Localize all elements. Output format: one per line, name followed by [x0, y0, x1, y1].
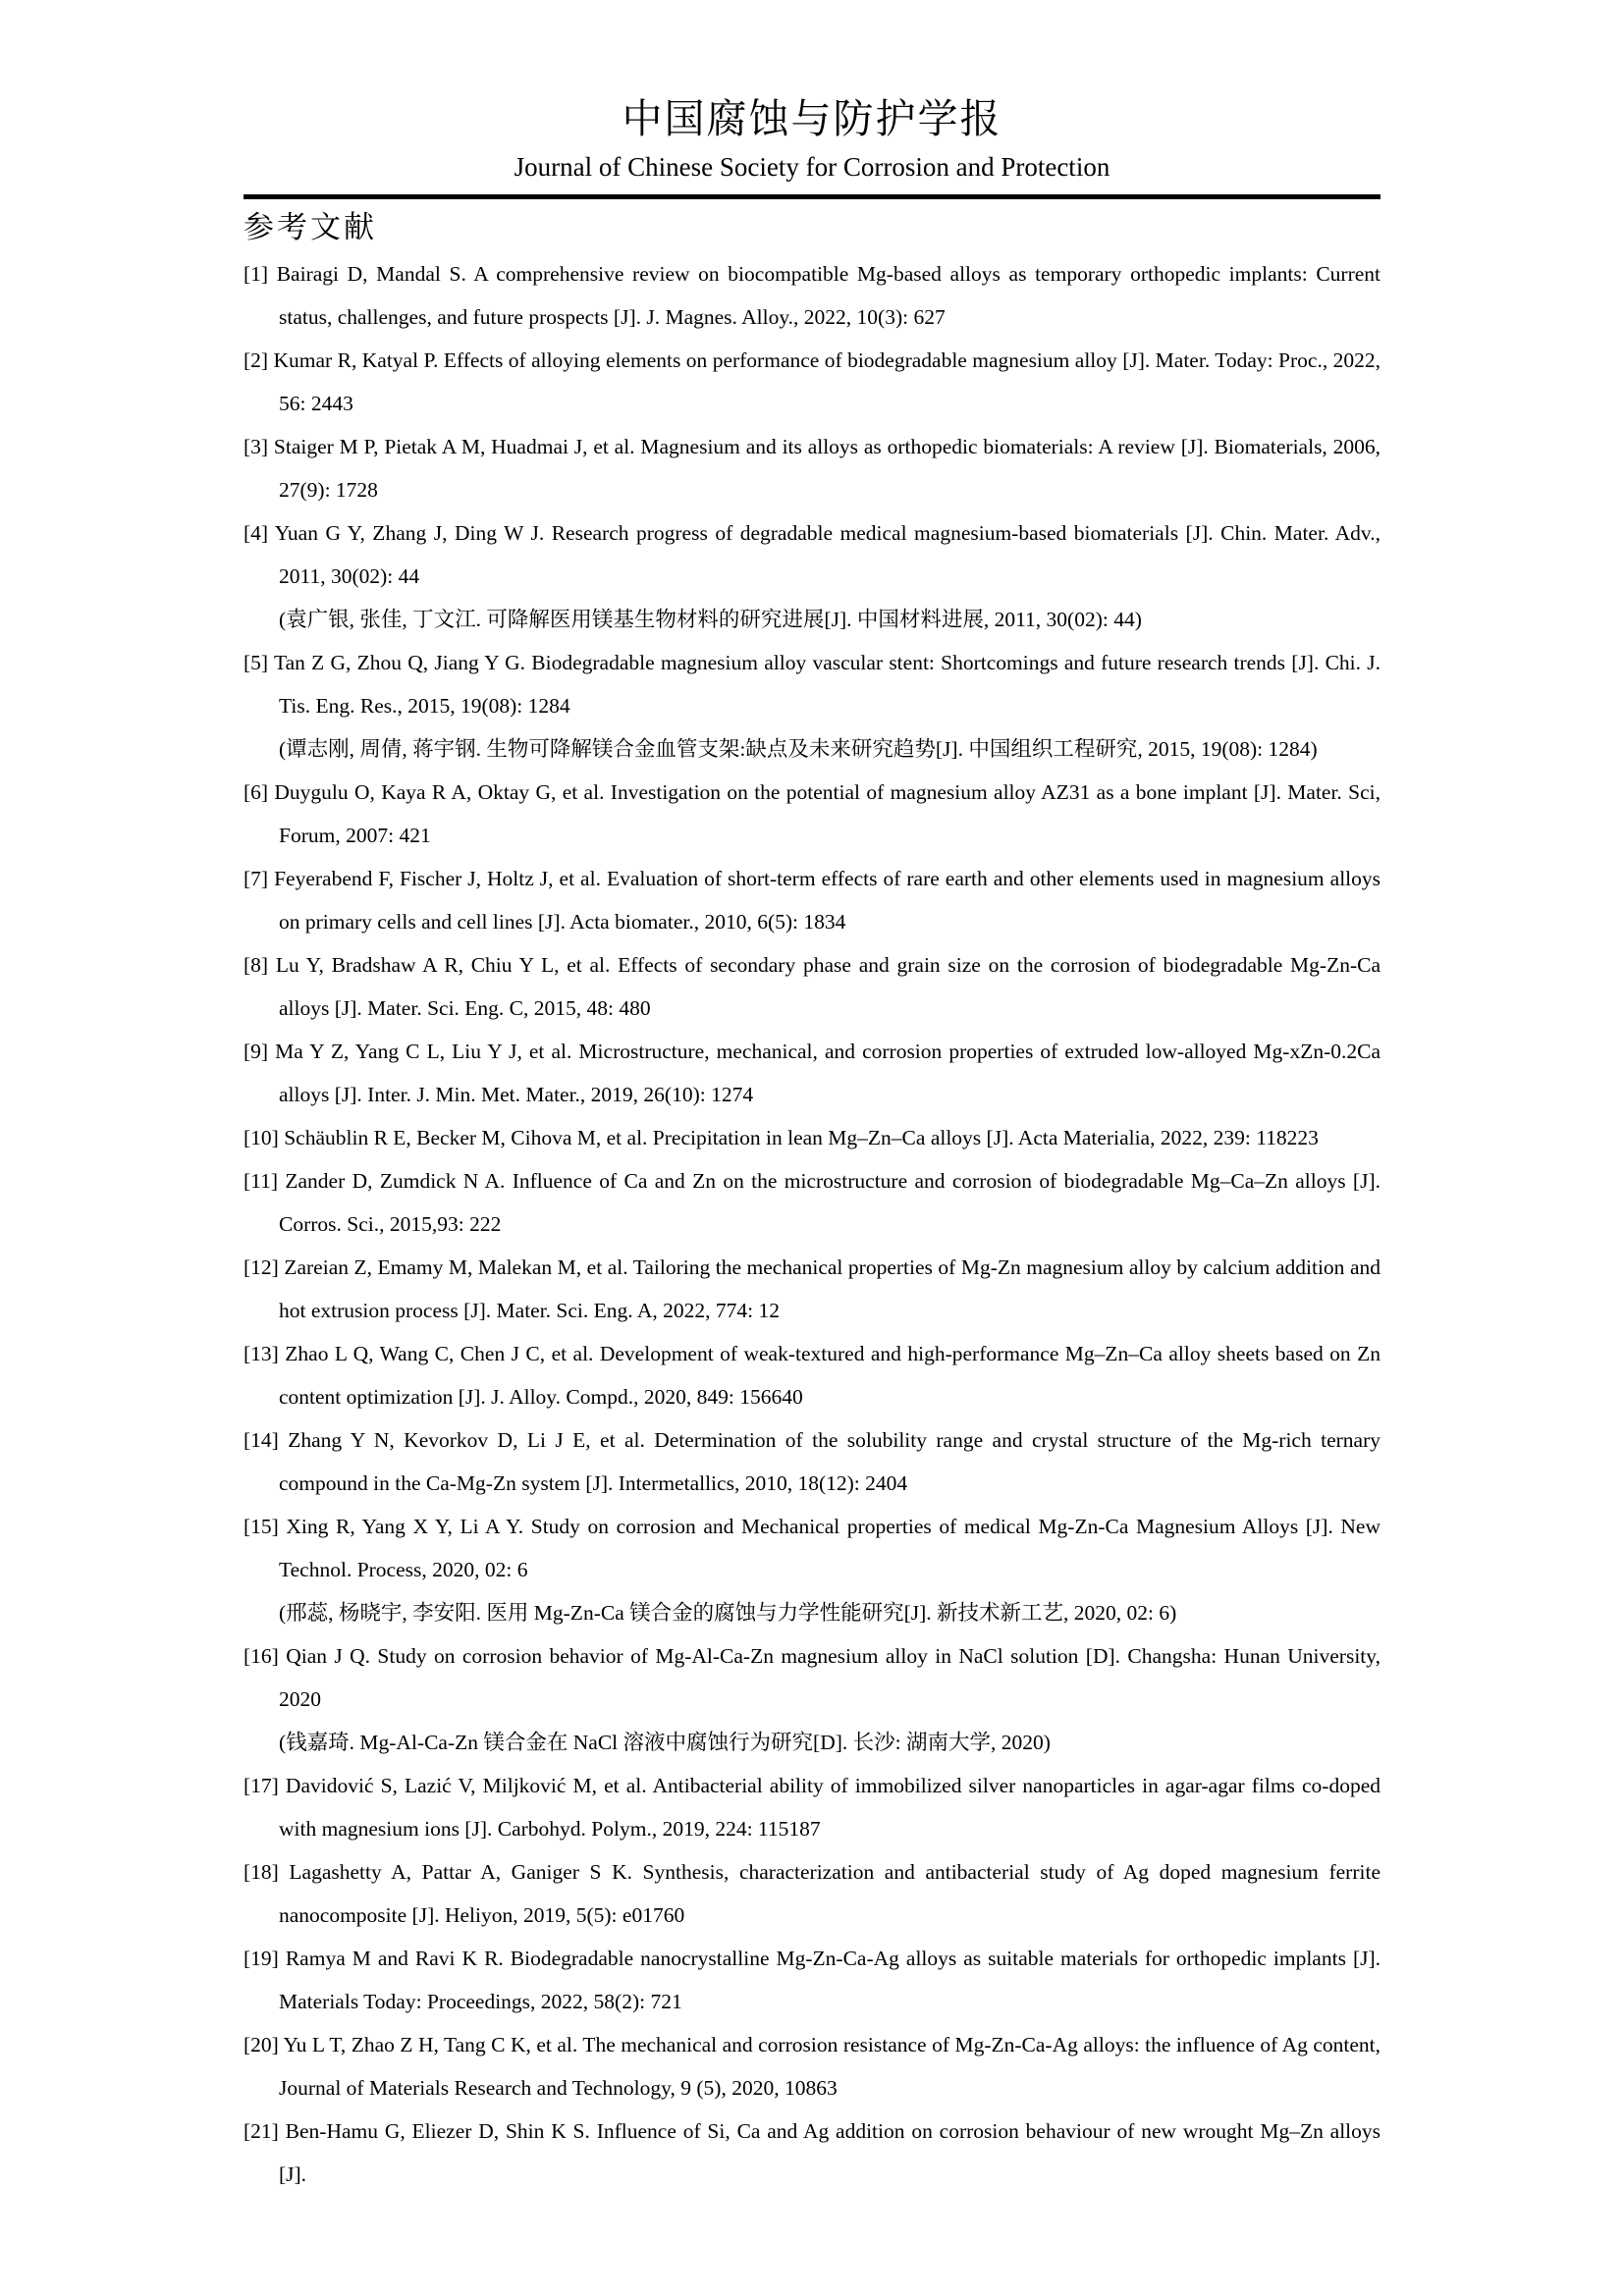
reference-item — [244, 1246, 1380, 1332]
reference-item — [244, 1937, 1380, 2023]
reference-number: [2] — [244, 348, 269, 372]
reference-number: [13] — [244, 1342, 279, 1365]
reference-item — [244, 252, 1380, 339]
header-divider-rule — [244, 194, 1380, 199]
reference-number: [18] — [244, 1860, 279, 1884]
reference-text — [244, 857, 1380, 943]
reference-number: [8] — [244, 953, 269, 977]
reference-citation: Qian J Q. Study on corrosion behavior of Mg-Al-Ca-Zn magnesium alloy in NaCl solution [D]. Changsha: Hunan University, 2020 — [279, 1644, 1380, 1711]
references-section-heading: 参考文献 — [244, 210, 377, 244]
reference-citation: Kumar R, Katyal P. Effects of alloying elements on performance of biodegradable magnesium alloy [J]. Mater. Today: Proc., 2022, 56: 2443 — [273, 348, 1380, 415]
reference-text — [244, 943, 1380, 1030]
reference-item — [244, 339, 1380, 425]
reference-citation: Feyerabend F, Fischer J, Holtz J, et al. Evaluation of short-term effects of rare earth and other elements used in magnesium alloys on primary cells and cell lines [J]. Acta biomater., 2010, 6(5): 1834 — [274, 867, 1381, 934]
reference-item — [244, 1332, 1380, 1418]
reference-text — [244, 771, 1380, 857]
reference-text — [244, 1634, 1380, 1721]
reference-citation: Ma Y Z, Yang C L, Liu Y J, et al. Microstructure, mechanical, and corrosion properties of extruded low-alloyed Mg-xZn-0.2Ca alloys [J]. Inter. J. Min. Met. Mater., 2019, 26(10): 1274 — [275, 1040, 1381, 1106]
reference-text — [244, 1159, 1380, 1246]
reference-text — [244, 1418, 1380, 1505]
reference-number: [17] — [244, 1774, 279, 1797]
reference-item — [244, 425, 1380, 511]
page-content — [244, 0, 1380, 2196]
reference-citation: Ramya M and Ravi K R. Biodegradable nanocrystalline Mg-Zn-Ca-Ag alloys as suitable materials for orthopedic implants [J]. Materials Today: Proceedings, 2022, 58(2): 721 — [279, 1947, 1380, 2013]
reference-item — [244, 1116, 1380, 1159]
reference-citation-chinese: (邢蕊, 杨晓宇, 李安阳. 医用 Mg-Zn-Ca 镁合金的腐蚀与力学性能研究[J]. 新技术新工艺, 2020, 02: 6) — [279, 1601, 1177, 1625]
reference-text — [244, 1850, 1380, 1937]
reference-citation: Yuan G Y, Zhang J, Ding W J. Research progress of degradable medical magnesium-based biomaterials [J]. Chin. Mater. Adv., 2011, 30(02): 44 — [274, 521, 1381, 588]
reference-number: [19] — [244, 1947, 279, 1970]
reference-item — [244, 2023, 1380, 2109]
reference-item — [244, 1418, 1380, 1505]
reference-citation: Bairagi D, Mandal S. A comprehensive review on biocompatible Mg-based alloys as temporary orthopedic implants: Current status, challenges, and future prospects [J]. J. Magnes. Alloy., 2022, 10(3): 627 — [276, 262, 1380, 329]
references-list — [244, 252, 1380, 2196]
reference-number: [15] — [244, 1515, 279, 1538]
reference-item — [244, 857, 1380, 943]
reference-number: [4] — [244, 521, 269, 545]
reference-citation: Zareian Z, Emamy M, Malekan M, et al. Tailoring the mechanical properties of Mg-Zn magnesium alloy by calcium addition and hot extrusion process [J]. Mater. Sci. Eng. A, 2022, 774: 12 — [279, 1255, 1380, 1322]
reference-citation: Zhang Y N, Kevorkov D, Li J E, et al. Determination of the solubility range and crystal structure of the Mg-rich ternary compound in the Ca-Mg-Zn system [J]. Intermetallics, 2010, 18(12): 2404 — [279, 1428, 1380, 1495]
reference-text — [244, 425, 1380, 511]
reference-number: [9] — [244, 1040, 269, 1063]
reference-citation: Xing R, Yang X Y, Li A Y. Study on corrosion and Mechanical properties of medical Mg-Zn-Ca Magnesium Alloys [J]. New Technol. Process, 2020, 02: 6 — [279, 1515, 1381, 1581]
reference-item — [244, 1159, 1380, 1246]
reference-citation: Lu Y, Bradshaw A R, Chiu Y L, et al. Effects of secondary phase and grain size on the corrosion of biodegradable Mg-Zn-Ca alloys [J]. Mater. Sci. Eng. C, 2015, 48: 480 — [275, 953, 1381, 1020]
reference-citation: Staiger M P, Pietak A M, Huadmai J, et al. Magnesium and its alloys as orthopedic biomaterials: A review [J]. Biomaterials, 2006, 27(9): 1728 — [273, 435, 1381, 502]
reference-text — [244, 1332, 1380, 1418]
reference-citation-chinese: (钱嘉琦. Mg-Al-Ca-Zn 镁合金在 NaCl 溶液中腐蚀行为研究[D]. 长沙: 湖南大学, 2020) — [279, 1731, 1051, 1754]
reference-text — [244, 339, 1380, 425]
reference-item — [244, 1764, 1380, 1850]
reference-citation: Yu L T, Zhao Z H, Tang C K, et al. The mechanical and corrosion resistance of Mg-Zn-Ca-Ag alloys: the influence of Ag content, Journal of Materials Research and Technology, 9 (5), 2020, 10863 — [279, 2033, 1380, 2100]
reference-item — [244, 1505, 1380, 1634]
reference-text — [244, 252, 1380, 339]
reference-citation: Lagashetty A, Pattar A, Ganiger S K. Synthesis, characterization and antibacterial study of Ag doped magnesium ferrite nanocomposite [J]. Heliyon, 2019, 5(5): e01760 — [279, 1860, 1380, 1927]
reference-item — [244, 943, 1380, 1030]
reference-text — [244, 511, 1380, 598]
reference-citation: Zhao L Q, Wang C, Chen J C, et al. Development of weak-textured and high-performance Mg–Zn–Ca alloy sheets based on Zn content optimization [J]. J. Alloy. Compd., 2020, 849: 156640 — [279, 1342, 1380, 1409]
reference-citation: Tan Z G, Zhou Q, Jiang Y G. Biodegradable magnesium alloy vascular stent: Shortcomings and future research trends [J]. Chi. J. Tis. Eng. Res., 2015, 19(08): 1284 — [273, 651, 1380, 718]
reference-number: [12] — [244, 1255, 279, 1279]
reference-number: [11] — [244, 1169, 279, 1193]
reference-text — [244, 2023, 1380, 2109]
reference-citation: Duygulu O, Kaya R A, Oktay G, et al. Investigation on the potential of magnesium alloy AZ31 as a bone implant [J]. Mater. Sci, Forum, 2007: 421 — [274, 780, 1380, 847]
reference-number: [3] — [244, 435, 269, 458]
reference-item — [244, 2109, 1380, 2196]
reference-text — [244, 2109, 1380, 2196]
journal-title-english: Journal of Chinese Society for Corrosion and Protection — [514, 152, 1110, 182]
reference-citation-chinese: (谭志刚, 周倩, 蒋宇钢. 生物可降解镁合金血管支架:缺点及未来研究趋势[J]. 中国组织工程研究, 2015, 19(08): 1284) — [279, 737, 1318, 761]
reference-text — [244, 1505, 1380, 1591]
reference-number: [20] — [244, 2033, 279, 2056]
reference-item — [244, 1634, 1380, 1764]
reference-item — [244, 771, 1380, 857]
reference-number: [6] — [244, 780, 269, 804]
reference-citation-chinese: (袁广银, 张佳, 丁文江. 可降解医用镁基生物材料的研究进展[J]. 中国材料进展, 2011, 30(02): 44) — [279, 608, 1142, 631]
reference-number: [10] — [244, 1126, 279, 1149]
reference-text — [244, 1937, 1380, 2023]
reference-text — [244, 1246, 1380, 1332]
reference-item — [244, 1850, 1380, 1937]
journal-title-chinese: 中国腐蚀与防护学报 — [622, 96, 1002, 141]
reference-number: [1] — [244, 262, 269, 286]
reference-number: [5] — [244, 651, 269, 674]
reference-item — [244, 641, 1380, 771]
reference-citation: Schäublin R E, Becker M, Cihova M, et al. Precipitation in lean Mg–Zn–Ca alloys [J]. Acta Materialia, 2022, 239: 118223 — [284, 1126, 1319, 1149]
reference-text — [244, 1764, 1380, 1850]
reference-number: [14] — [244, 1428, 279, 1452]
reference-text — [244, 641, 1380, 727]
reference-number: [21] — [244, 2119, 279, 2143]
reference-citation: Ben-Hamu G, Eliezer D, Shin K S. Influence of Si, Ca and Ag addition on corrosion behaviour of new wrought Mg–Zn alloys [J]. — [279, 2119, 1381, 2186]
reference-item — [244, 1030, 1380, 1116]
reference-text — [244, 1116, 1380, 1159]
reference-number: [16] — [244, 1644, 279, 1668]
reference-text — [244, 1030, 1380, 1116]
reference-citation: Davidović S, Lazić V, Miljković M, et al. Antibacterial ability of immobilized silver nanoparticles in agar-agar films co-doped with magnesium ions [J]. Carbohyd. Polym., 2019, 224: 115187 — [279, 1774, 1381, 1841]
reference-number: [7] — [244, 867, 269, 890]
reference-citation: Zander D, Zumdick N A. Influence of Ca and Zn on the microstructure and corrosion of biodegradable Mg–Ca–Zn alloys [J]. Corros. Sci., 2015,93: 222 — [279, 1169, 1380, 1236]
reference-item — [244, 511, 1380, 641]
